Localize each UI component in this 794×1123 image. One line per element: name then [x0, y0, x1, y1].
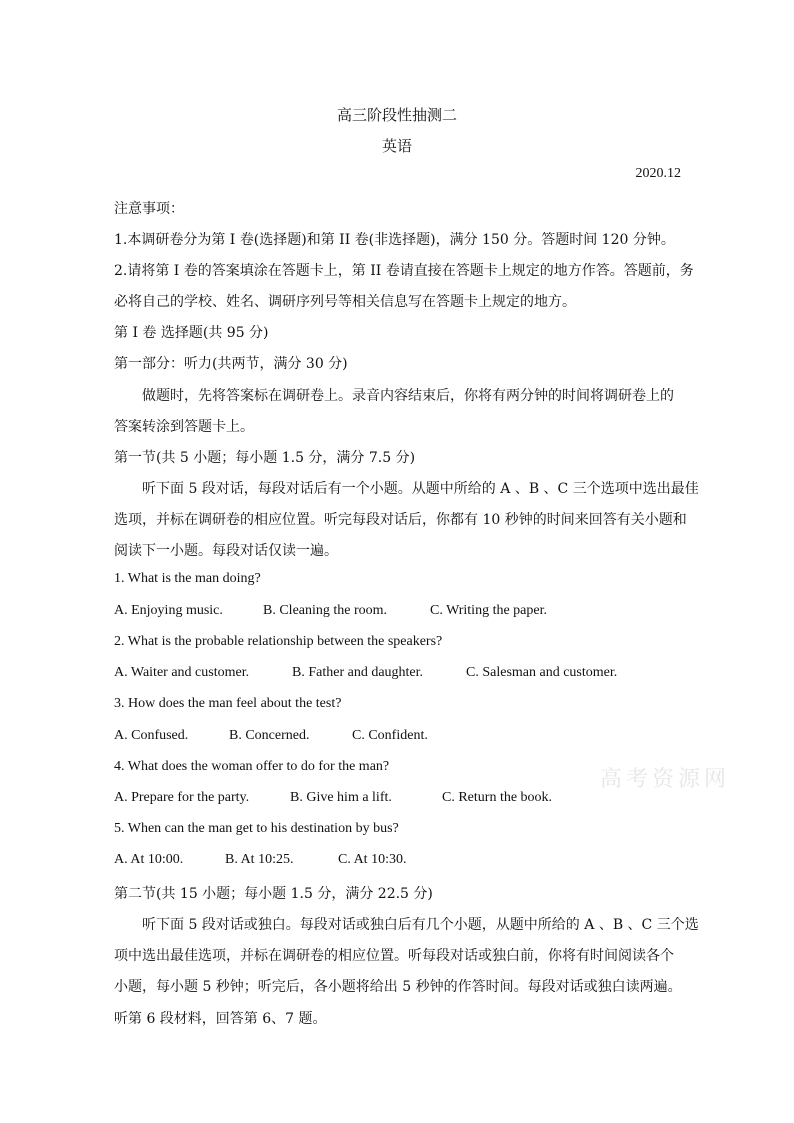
- part-1-intro-line-1: 做题时，先将答案标在调研卷上。录音内容结束后，你将有两分钟的时间将调研卷上的: [142, 388, 674, 404]
- part-1-intro-line-2: 答案转涂到答题卡上。: [114, 419, 254, 435]
- exam-title: 高三阶段性抽测二: [336, 106, 457, 124]
- question-3-option-b: B. Concerned.: [229, 728, 310, 743]
- question-4-option-b: B. Give him a lift.: [290, 790, 392, 805]
- section-1-intro-line-3: 阅读下一小题。每段对话仅读一遍。: [114, 543, 338, 559]
- exam-date: 2020.12: [635, 166, 681, 181]
- material-6-instruction: 听第 6 段材料，回答第 6、7 题。: [114, 1011, 327, 1027]
- section-1-title: 第一节(共 5 小题；每小题 1.5 分，满分 7.5 分): [114, 450, 416, 466]
- notice-heading: 注意事项：: [114, 201, 184, 217]
- question-1-stem: 1. What is the man doing?: [114, 571, 261, 586]
- question-3-stem: 3. How does the man feel about the test?: [114, 696, 342, 711]
- subject-title: 英语: [381, 137, 412, 155]
- question-3-option-a: A. Confused.: [114, 728, 189, 743]
- section-2-title: 第二节(共 15 小题；每小题 1.5 分，满分 22.5 分): [114, 886, 433, 902]
- section-2-intro-line-3: 小题，每小题 5 秒钟；听完后，各小题将给出 5 秒钟的作答时间。每段对话或独白读两遍。: [114, 979, 682, 995]
- question-4-option-c: C. Return the book.: [442, 790, 553, 805]
- question-5-option-c: C. At 10:30.: [338, 852, 407, 867]
- question-2-option-b: B. Father and daughter.: [292, 665, 424, 680]
- question-4-stem: 4. What does the woman offer to do for the man?: [114, 759, 390, 774]
- question-2-stem: 2. What is the probable relationship between the speakers?: [114, 634, 443, 649]
- question-5-stem: 5. When can the man get to his destination by bus?: [114, 821, 399, 836]
- question-1-option-b: B. Cleaning the room.: [263, 603, 388, 618]
- section-2-intro-line-2: 项中选出最佳选项，并标在调研卷的相应位置。听每段对话或独白前，你将有时间阅读各个: [114, 948, 674, 964]
- notice-item-2-line-2: 必将自己的学校、姓名、调研序列号等相关信息写在答题卡上规定的地方。: [114, 294, 576, 310]
- notice-item-1: 1.本调研卷分为第 I 卷(选择题)和第 II 卷(非选择题)，满分 150 分。答题时间 120 分钟。: [114, 232, 675, 248]
- question-5-option-b: B. At 10:25.: [225, 852, 294, 867]
- part-1-title: 第一部分：听力(共两节，满分 30 分): [114, 356, 348, 372]
- question-2-option-c: C. Salesman and customer.: [466, 665, 618, 680]
- question-2-option-a: A. Waiter and customer.: [114, 665, 250, 680]
- section-1-intro-line-1: 听下面 5 段对话，每段对话后有一个小题。从题中所给的 A 、B 、C 三个选项中选出最佳: [142, 481, 699, 497]
- question-4-option-a: A. Prepare for the party.: [114, 790, 250, 805]
- section-2-intro-line-1: 听下面 5 段对话或独白。每段对话或独白后有几个小题，从题中所给的 A 、B 、C 三个选: [142, 917, 699, 933]
- question-3-option-c: C. Confident.: [352, 728, 428, 743]
- question-1-option-c: C. Writing the paper.: [430, 603, 547, 618]
- question-1-option-a: A. Enjoying music.: [114, 603, 223, 618]
- notice-item-2-line-1: 2.请将第 I 卷的答案填涂在答题卡上，第 II 卷请直接在答题卡上规定的地方作答。答题前，务: [114, 263, 694, 279]
- watermark: 高考资源网: [600, 767, 731, 792]
- question-5-option-a: A. At 10:00.: [114, 852, 184, 867]
- volume-1-title: 第 I 卷 选择题(共 95 分): [114, 325, 269, 341]
- section-1-intro-line-2: 选项，并标在调研卷的相应位置。听完每段对话后，你都有 10 秒钟的时间来回答有关小题和: [114, 512, 687, 528]
